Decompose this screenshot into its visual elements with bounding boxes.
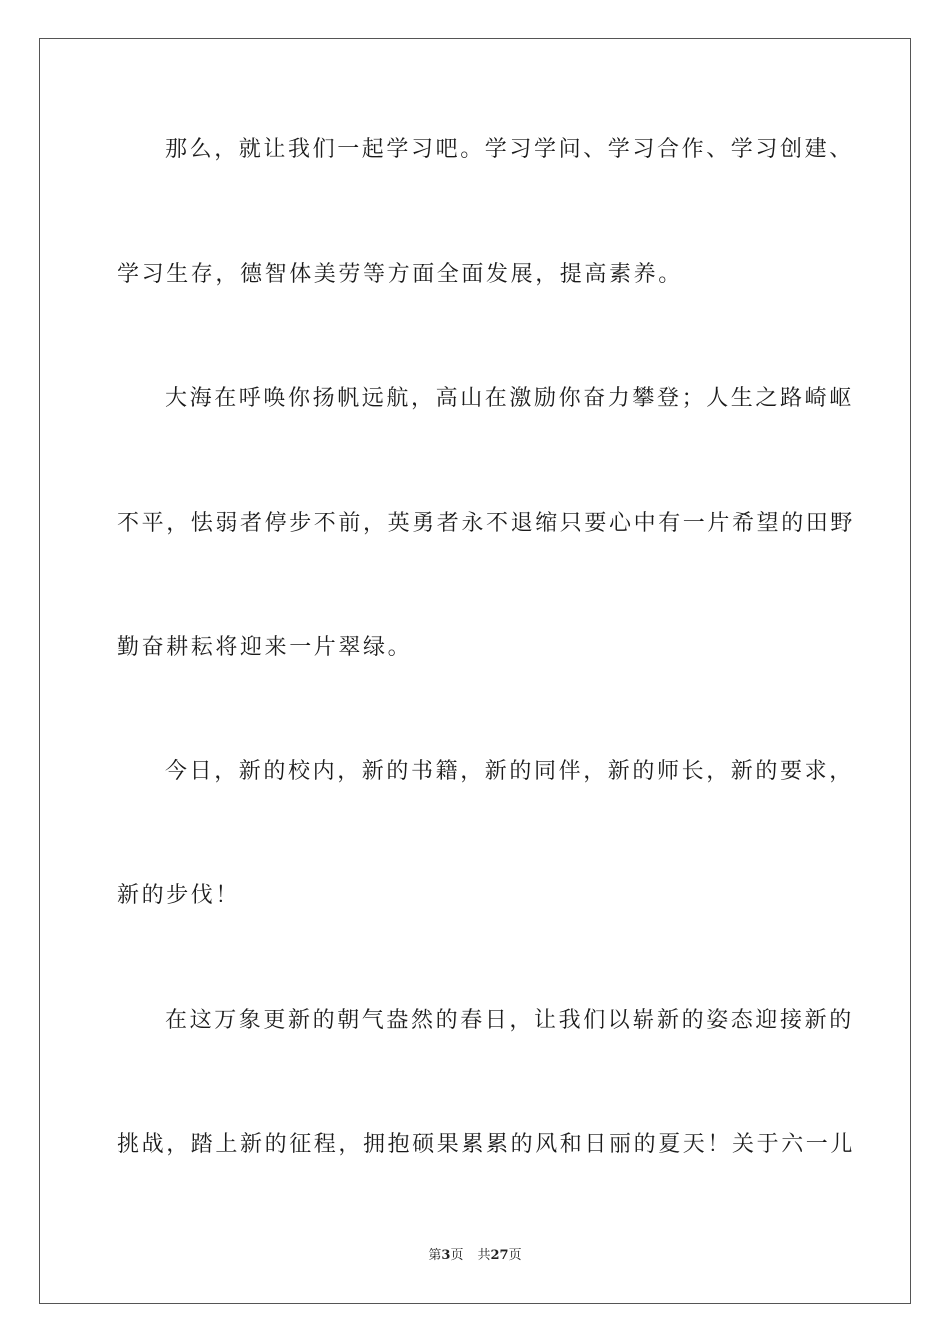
paragraph-3-line-1: 今日，新的校内，新的书籍，新的同伴，新的师长，新的要求，: [165, 759, 854, 784]
page-number: 3: [441, 1248, 451, 1263]
page-prefix: 第: [428, 1248, 442, 1263]
paragraph-2-line-3: 勤奋耕耘将迎来一片翠绿。: [117, 635, 413, 660]
total-pages: 27: [490, 1248, 509, 1263]
paragraph-2-line-1: 大海在呼唤你扬帆远航，高山在激励你奋力攀登；人生之路崎岖: [165, 386, 854, 411]
page-suffix: 页: [450, 1248, 464, 1263]
paragraph-3-line-2: 新的步伐！: [117, 883, 241, 908]
page-frame: [39, 38, 911, 1304]
paragraph-4-line-1: 在这万象更新的朝气盎然的春日，让我们以崭新的姿态迎接新的: [165, 1008, 854, 1033]
paragraph-1-line-1: 那么，就让我们一起学习吧。学习学问、学习合作、学习创建、: [165, 137, 854, 162]
paragraph-4-line-2: 挑战，踏上新的征程，拥抱硕果累累的风和日丽的夏天！关于六一儿: [117, 1132, 856, 1157]
page-footer: [0, 1247, 950, 1265]
total-suffix: 页: [508, 1248, 522, 1263]
paragraph-1-line-2: 学习生存，德智体美劳等方面全面发展，提高素养。: [117, 262, 683, 287]
paragraph-2-line-2: 不平，怯弱者停步不前，英勇者永不退缩只要心中有一片希望的田野: [117, 511, 856, 536]
total-prefix: 共: [477, 1248, 491, 1263]
